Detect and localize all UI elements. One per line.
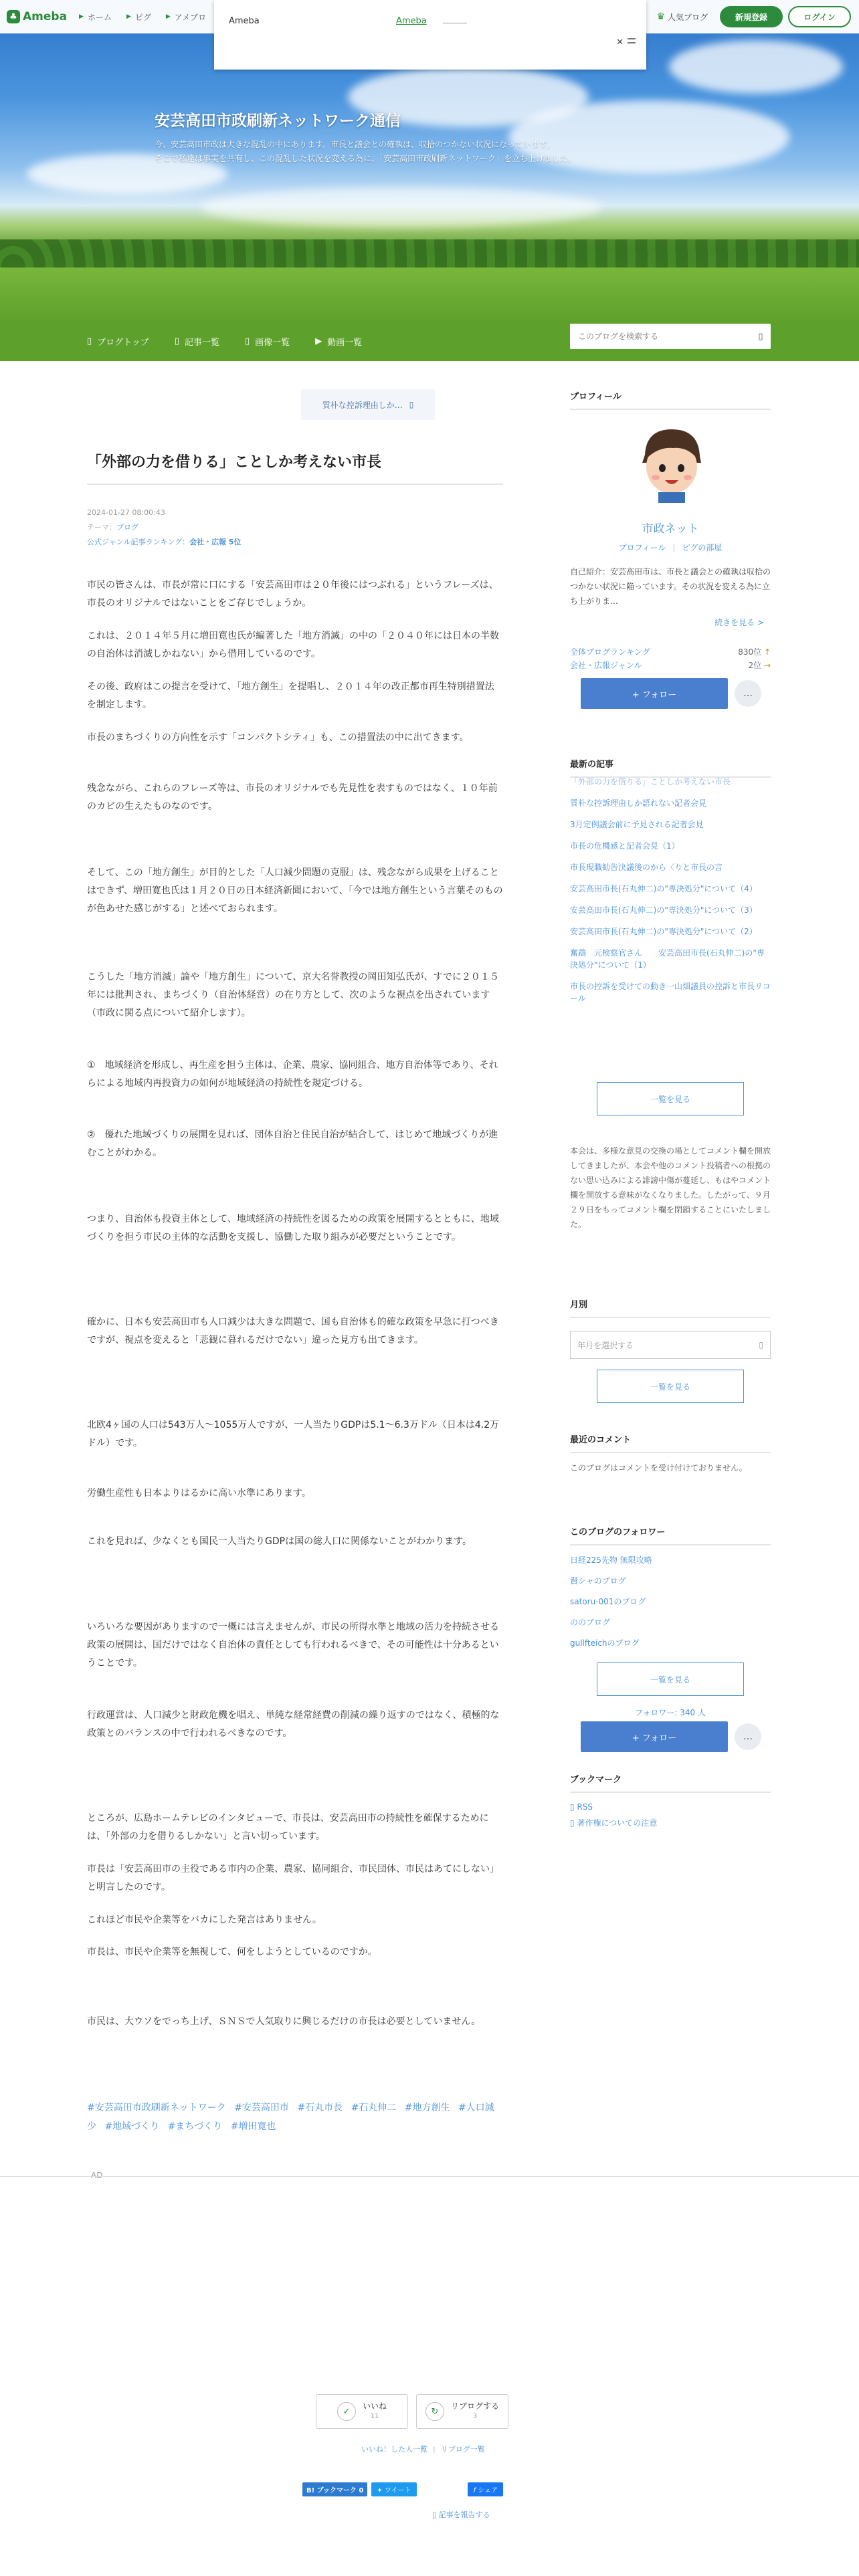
- profile-link[interactable]: プロフィール: [618, 543, 666, 552]
- rank-label: 全体ブログランキング: [570, 647, 650, 657]
- recent-article-link[interactable]: 奮鵡 元検察官さん 安芸高田市長(石丸伸二)の"専決処分"について（1）: [570, 948, 765, 970]
- view-all-followers-button[interactable]: 一覧を見る: [597, 1662, 744, 1696]
- article-title: 「外部の力を借りる」ことしか考えない市長: [87, 451, 503, 485]
- article-paragraph: 労働生産性も日本よりはるかに高い水準にあります。: [87, 1488, 311, 1499]
- comment-note: このブログはコメントを受け付けておりません。: [570, 1463, 747, 1473]
- facebook-label: シェア: [478, 2487, 498, 2494]
- article-date: 2024-01-27 08:00:43: [87, 508, 165, 517]
- blog-description: [155, 138, 690, 166]
- reblog-text: [451, 2401, 499, 2422]
- blog-description-line: 今、安芸高田市政は大きな混乱の中にあります。市長と議会との確執は、収拾のつかない状況になっています。: [155, 140, 555, 149]
- separator: |: [433, 2445, 436, 2454]
- triangle-icon: ▶: [165, 13, 171, 20]
- reaction-links: [361, 2444, 485, 2454]
- follower-link[interactable]: gullfteichのブログ: [570, 1638, 640, 1648]
- login-button[interactable]: ログイン: [788, 6, 851, 27]
- popular-blogs-label: 人気ブログ: [667, 12, 708, 22]
- article-paragraph: これほど市民や企業等をバカにした発言はありません。: [87, 1915, 322, 1925]
- rss-icon: ▯: [570, 1802, 575, 1812]
- hashtag[interactable]: #人口減少: [87, 2103, 494, 2132]
- more-options-button[interactable]: …: [735, 680, 761, 707]
- follow-button[interactable]: + フォロー: [581, 678, 728, 709]
- like-button[interactable]: [316, 2394, 408, 2429]
- copyright-label: 著作権についての注意: [577, 1818, 658, 1828]
- hashtag[interactable]: #安芸高田市政刷新ネットワーク: [87, 2103, 226, 2113]
- article-paragraph: いろいろな要因がありますので一概には言えませんが、市民の所得水準と地域の活力を持続させる政策の展開は、国だけではなく自治体の責任としても行われるべきで、その可能性は十分あるということです。: [87, 1622, 499, 1669]
- rank-value: [748, 659, 771, 671]
- green-field: [0, 267, 859, 321]
- hatena-bookmark-button[interactable]: [302, 2482, 367, 2496]
- menu-icon[interactable]: [628, 38, 636, 43]
- recent-articles: [570, 776, 771, 1014]
- up-arrow-icon: →: [763, 661, 771, 670]
- tweet-button[interactable]: [371, 2482, 416, 2496]
- hatena-count: 0: [359, 2487, 364, 2494]
- nav-article-list[interactable]: [175, 335, 219, 348]
- rank-genre: 会社・広報: [189, 538, 227, 546]
- cloud: [201, 187, 602, 227]
- facebook-icon: f: [473, 2487, 476, 2494]
- hashtag[interactable]: #増田寛也: [230, 2121, 276, 2132]
- close-icon[interactable]: ✕: [616, 37, 624, 47]
- signup-button[interactable]: 新規登録: [720, 6, 783, 27]
- recent-article-link[interactable]: 3月定例議会前に予見される記者会見: [570, 820, 704, 829]
- blog-title[interactable]: 安芸高田市政刷新ネットワーク通信: [155, 112, 401, 130]
- article-theme: [87, 520, 241, 535]
- article-paragraph: その後、政府はこの提言を受けて、「地方創生」を提唱し、２０１４年の改正都市再生特別措置法を制定します。: [87, 681, 494, 710]
- reblog-count: 3: [472, 2413, 478, 2420]
- hashtag[interactable]: #地域づくり: [104, 2121, 160, 2132]
- article-paragraph: ① 地域経済を形成し、再生産を担う主体は、企業、農家、協同組合、地方自治体等であり、それらによる地域内再投資力の如何が地域経済の持続性を規定づける。: [87, 1060, 498, 1089]
- video-icon: ▶: [315, 336, 322, 346]
- recent-article-link[interactable]: 「外部の力を借りる」ことしか考えない市長: [570, 777, 731, 786]
- article-rank[interactable]: [87, 535, 241, 550]
- profile-links: [570, 542, 771, 553]
- recent-article-link[interactable]: 安芸高田市長(石丸伸二)の"専決処分"について（4）: [570, 884, 757, 893]
- month-select[interactable]: [570, 1331, 771, 1359]
- hatena-label: B! ブックマーク: [306, 2487, 357, 2494]
- article-paragraph: 行政運営は、人口減少と財政危機を唱え、単純な経常経費の削減の繰り返すのではなく、積極的な政策とのバランスの中で行われるべきなのです。: [87, 1710, 500, 1739]
- comment-policy-note: 本会は、多様な意見の交換の場としてコメント欄を開放してきましたが、本会や他のコメント投稿者への根拠のない思い込みによる誹謗中傷が蔓延し、もはやコメント欄を開放する意味がなくなりました。したがって、９月２９日をもってコメント欄を閉鎖することにいたしました。: [570, 1146, 771, 1229]
- blog-description-line: そこで私達は事実を共有し、この混乱した状況を変える為に、「安芸高田市政刷新ネットワーク」を立ち上げました。: [155, 154, 577, 163]
- arrow-icon: ▯: [409, 400, 414, 409]
- global-nav-label: ホーム: [87, 12, 112, 22]
- image-icon: ▯: [244, 336, 250, 346]
- hashtag[interactable]: #地方創生: [404, 2103, 450, 2113]
- recent-article-link[interactable]: 安芸高田市長(石丸伸二)の"専決処分"について（2）: [570, 927, 757, 936]
- ad-left-text: Ameba: [229, 16, 260, 26]
- like-label: いいね: [362, 2401, 387, 2411]
- section-title: プロフィール: [570, 389, 771, 410]
- theme-link[interactable]: ブログ: [116, 523, 138, 532]
- blog-search-input[interactable]: [570, 332, 751, 341]
- global-nav: [79, 11, 221, 23]
- section-title: このブログのフォロワー: [570, 1525, 771, 1545]
- recent-article-link[interactable]: 市長現職勧告決議後のから〈りと市長の言: [570, 863, 723, 872]
- ad-label: AD: [91, 2171, 103, 2180]
- article-paragraph: 市長は「安芸高田市の主役である市内の企業、農家、協同組合、市民団体、市民はあてにしない」と明言したのです。: [87, 1864, 499, 1893]
- article-paragraph: これを見れば、少なくとも国民一人当たりGDPは国の総人口に関係ないことがわかります。: [87, 1536, 472, 1547]
- article-paragraph: ところが、広島ホームテレビのインタビューで、市長は、安芸高田市の持続性を確保するためには、「外部の力を借りるしかない」と言い切っています。: [87, 1813, 489, 1842]
- facebook-share-button[interactable]: [468, 2482, 503, 2496]
- read-more-link[interactable]: 続きを見る >: [714, 618, 764, 627]
- like-people-link[interactable]: いいね！した人一覧: [361, 2445, 427, 2454]
- tweet-label: ツイート: [385, 2487, 411, 2494]
- like-count: 11: [370, 2413, 379, 2420]
- list-icon: ▯: [174, 336, 179, 346]
- global-nav-pigg[interactable]: [126, 11, 151, 23]
- nav-label: 記事一覧: [184, 337, 219, 348]
- triangle-icon: ▶: [126, 13, 131, 20]
- profile-description: 自己紹介：安芸高田市は、市長と議会との確執は収拾のつかない状況に陥っています。その状況を変える為に立ち上がりま…: [570, 567, 771, 606]
- rank-number: 2位: [748, 661, 762, 670]
- nav-label: 画像一覧: [255, 337, 290, 348]
- recent-article-link[interactable]: 安芸高田市長(石丸伸二)の"専決処分"について（3）: [570, 905, 757, 915]
- rank-genre[interactable]: [570, 659, 771, 671]
- follower-link[interactable]: 日経225先物 無限攻略: [570, 1555, 652, 1565]
- follower-link[interactable]: ののブログ: [570, 1618, 611, 1627]
- follow-button[interactable]: + フォロー: [581, 1721, 728, 1752]
- reblog-list-link[interactable]: リブログ一覧: [440, 2445, 485, 2454]
- hashtag[interactable]: #安芸高田市: [234, 2103, 289, 2113]
- hashtag-list: [87, 2099, 503, 2136]
- top-ad-overlay[interactable]: [214, 0, 646, 70]
- copyright-link[interactable]: [570, 1815, 771, 1831]
- bookmark-links: [570, 1799, 771, 1831]
- blog-search: [570, 324, 771, 349]
- pigg-room-link[interactable]: ピグの部屋: [682, 543, 723, 552]
- reblog-button[interactable]: [416, 2394, 508, 2429]
- rank-label: 会社・広報ジャンル: [570, 661, 642, 670]
- share-buttons: [302, 2482, 503, 2496]
- check-icon: ✓: [337, 2402, 356, 2421]
- nav-video-list[interactable]: [315, 335, 362, 348]
- nav-label: 動画一覧: [327, 337, 363, 348]
- recent-article-link[interactable]: 市長の控訴を受けての動き一山畑議員の控訴と市長リコール: [570, 982, 771, 1003]
- reaction-buttons: [316, 2394, 516, 2429]
- section-title: ブックマーク: [570, 1772, 771, 1793]
- cloud: [669, 40, 843, 94]
- article-meta: [87, 506, 241, 550]
- follower-link[interactable]: satoru-001のブログ: [570, 1597, 646, 1606]
- search-icon[interactable]: ▯: [758, 331, 763, 342]
- rank-label: 公式ジャンル記事ランキング：: [87, 538, 190, 546]
- nav-image-list[interactable]: [245, 335, 290, 348]
- article-paragraph: そして、この「地方創生」が目的とした「人口減少問題の克服」は、残念ながら成果を上げることはできず、増田寛也氏は１月２０日の日本経済新聞において、「今では地方創生という言葉そのものが色あせた感じがする」と述べておられます。: [87, 867, 503, 914]
- flag-icon: ▯: [432, 2510, 437, 2519]
- global-nav-label: アメブロ: [174, 12, 207, 22]
- article-paragraph: ② 優れた地域づくりの展開を見れば、団体自治と住民自治が結合して、はじめて地域づくりが進むことがわかる。: [87, 1130, 498, 1158]
- ameba-logo-icon: ♣: [7, 10, 20, 23]
- report-article-link[interactable]: [432, 2509, 490, 2520]
- article-paragraph: 市民は、大ウソをでっち上げ、ＳＮＳで人気取りに興じるだけの市長は必要としていません。: [87, 2016, 481, 2027]
- hashtag[interactable]: #石丸市長: [297, 2103, 343, 2113]
- reblog-label: リブログする: [450, 2401, 499, 2411]
- rss-label: RSS: [577, 1802, 593, 1812]
- separator: |: [672, 543, 676, 552]
- hashtag[interactable]: #まちづくり: [167, 2121, 223, 2132]
- article-paragraph: 市長のまちづくりの方向性を示す「コンパクトシティ」も、この措置法の中に出てきます。: [87, 732, 469, 743]
- reblog-icon: ↻: [425, 2402, 444, 2421]
- article-paragraph: 市長は、市民や企業等を無視して、何をしようとしているのですか。: [87, 1947, 377, 1957]
- article-paragraph: 残念ながら、これらのフレーズ等は、市長のオリジナルでも先見性を表すものではなく、１０年前のカビの生えたものなのです。: [87, 783, 498, 812]
- prev-article-link[interactable]: [301, 389, 435, 420]
- like-text: [363, 2401, 387, 2422]
- section-title: 月別: [570, 1297, 771, 1318]
- nav-blog-top[interactable]: [87, 335, 149, 348]
- ameba-logo-text: Ameba: [23, 10, 68, 23]
- view-all-months-button[interactable]: 一覧を見る: [597, 1370, 744, 1403]
- blog-nav-items: [87, 321, 387, 361]
- article-paragraph: こうした「地方消滅」論や「地方創生」について、京大名誉教授の岡田知弘氏が、すでに２０１５年には批判され、まちづくり（自治体経営）の在り方として、次のような視点を出されています（市政に関る点について紹介します）。: [87, 972, 499, 1018]
- view-all-articles-button[interactable]: 一覧を見る: [597, 1082, 744, 1115]
- global-nav-label: ピグ: [134, 12, 151, 22]
- crown-icon: ♛: [656, 11, 665, 22]
- twitter-icon: ✦: [377, 2487, 383, 2494]
- article-paragraph: 北欧4ヶ国の人口は543万人〜1055万人ですが、一人当たりGDPは5.1〜6.3万ドル（日本は4.2万ドル）です。: [87, 1420, 500, 1448]
- rank-number: 830位: [738, 647, 762, 657]
- section-title: 最新の記事: [570, 757, 771, 778]
- ad-center-link[interactable]: Ameba: [396, 16, 427, 26]
- prev-article-label: 質朴な控訴理由しか…: [322, 400, 403, 410]
- rss-link[interactable]: [570, 1799, 771, 1815]
- article-paragraph: 市民の皆さんは、市長が常に口にする「安芸高田市は２０年後にはつぶれる」というフレーズは、市長のオリジナルではないことをご存じでしょうか。: [87, 580, 498, 609]
- popular-blogs-link[interactable]: [656, 11, 708, 23]
- more-options-button[interactable]: …: [735, 1723, 761, 1750]
- profile-avatar[interactable]: [636, 424, 708, 503]
- recent-article-link[interactable]: 質朴な控訴理由しか語れない記者会見: [570, 798, 707, 808]
- article-paragraph: つまり、自治体も投資主体として、地域経済の持続性を図るための政策を展開するとともに、地域づくりを担う市民の主体的な活動を支援し、協働した取り組みが必要だということです。: [87, 1214, 499, 1243]
- ameba-logo[interactable]: [7, 10, 67, 23]
- follower-count: フォロワー: 340 人: [635, 1708, 706, 1717]
- hashtag[interactable]: #石丸伸二: [351, 2103, 397, 2113]
- profile-section: [570, 389, 771, 700]
- rank-value: [738, 646, 771, 657]
- home-icon: ▯: [87, 336, 92, 346]
- follower-list: [570, 1554, 771, 1658]
- nav-label: ブログトップ: [97, 337, 149, 348]
- month-placeholder: 年月を選択する: [577, 1340, 634, 1350]
- up-arrow-icon: ↑: [763, 647, 771, 657]
- triangle-icon: ▶: [79, 13, 84, 20]
- theme-label: テーマ：: [87, 523, 116, 532]
- header-actions: [656, 6, 851, 27]
- recent-article-link[interactable]: 市長の危機感と記者会見（1）: [570, 841, 680, 851]
- footer-divider: [0, 2176, 859, 2177]
- section-title: 最近のコメント: [570, 1432, 771, 1453]
- follower-link[interactable]: 賢シャのブログ: [570, 1576, 626, 1586]
- report-label: 記事を報告する: [438, 2510, 490, 2519]
- global-nav-ameblo[interactable]: [166, 11, 206, 23]
- profile-name[interactable]: 市政ネット: [642, 522, 699, 536]
- document-icon: ▯: [570, 1818, 575, 1828]
- rank-position: 5位: [228, 538, 242, 546]
- chevron-down-icon: ▯: [759, 1340, 763, 1350]
- article-paragraph: これは、２０１４年５月に増田寛也氏が編著した「地方消滅」の中の「２０４０年には日本の半数の自治体は消滅しかねない」から借用しているのです。: [87, 631, 499, 659]
- article-paragraph: 確かに、日本も安芸高田市も人口減少は大きな問題で、国も自治体も的確な政策を早急に打つべきですが、視点を変えると「悲観に暮れるだけでない」違った見方も出てきます。: [87, 1317, 499, 1346]
- rank-overall[interactable]: [570, 646, 771, 657]
- global-nav-home[interactable]: [79, 11, 112, 23]
